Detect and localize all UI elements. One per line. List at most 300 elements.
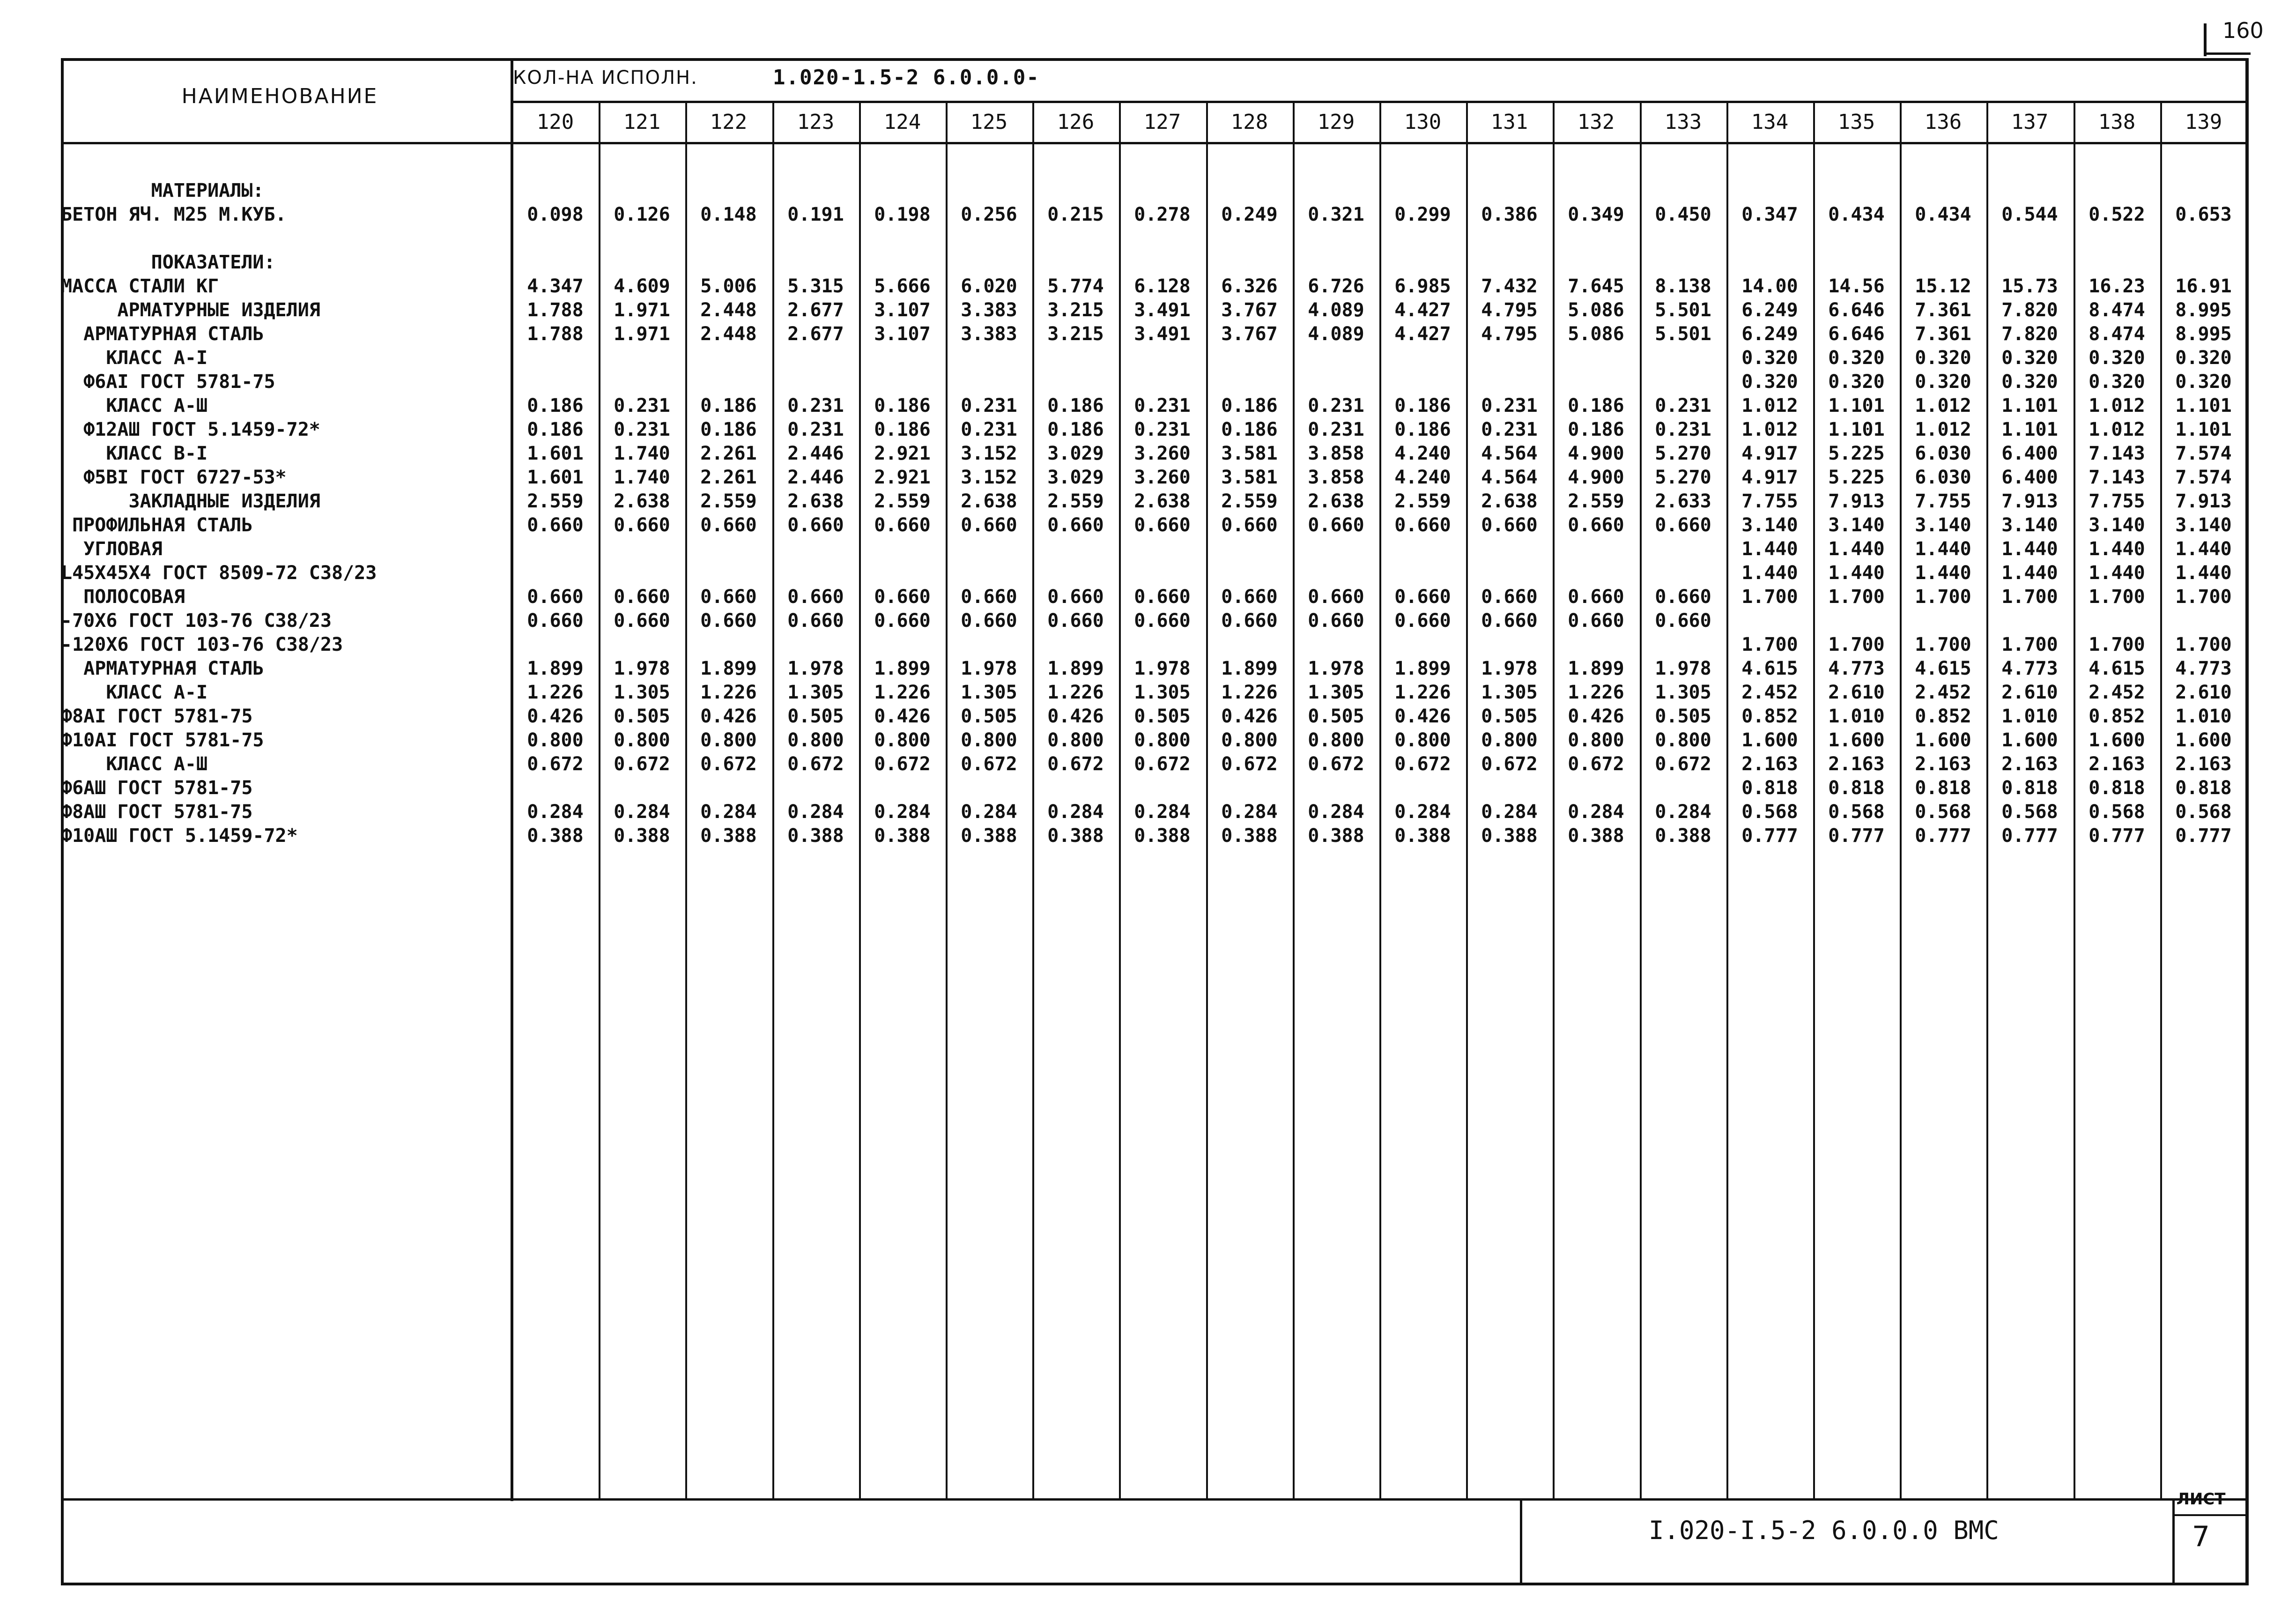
table-cell: 0.660: [874, 610, 931, 632]
table-cell: 0.660: [1047, 586, 1104, 608]
table-cell: 0.426: [1221, 706, 1278, 727]
table-cell: 1.305: [787, 682, 844, 703]
table-cell: 7.143: [2089, 443, 2145, 464]
table-cell: 7.913: [1828, 491, 1885, 512]
column-header: 128: [1230, 110, 1268, 134]
table-cell: 0.284: [1568, 801, 1624, 823]
table-cell: 0.852: [2089, 706, 2145, 727]
table-cell: 0.672: [614, 753, 670, 775]
column-header: 139: [2185, 110, 2222, 134]
table-cell: 4.089: [1308, 299, 1364, 321]
table-cell: 0.388: [874, 825, 931, 847]
table-cell: 0.672: [787, 753, 844, 775]
table-cell: 6.400: [2001, 467, 2058, 488]
table-cell: 4.773: [2175, 658, 2232, 679]
table-cell: 0.660: [1394, 586, 1451, 608]
table-cell: 0.256: [961, 204, 1017, 225]
table-cell: 7.755: [1741, 491, 1798, 512]
table-cell: 2.638: [1308, 491, 1364, 512]
table-cell: 0.672: [1394, 753, 1451, 775]
table-cell: 0.198: [874, 204, 931, 225]
table-cell: 0.800: [1308, 729, 1364, 751]
table-cell: 0.505: [961, 706, 1017, 727]
table-cell: 3.383: [961, 323, 1017, 345]
table-cell: 2.446: [787, 443, 844, 464]
row-label: Ф6АШ ГОСТ 5781-75: [61, 777, 253, 799]
table-cell: 1.700: [2175, 634, 2232, 655]
table-cell: 1.700: [2001, 634, 2058, 655]
table-cell: 5.315: [787, 275, 844, 297]
table-cell: 0.231: [1655, 395, 1711, 416]
table-cell: 3.140: [1828, 514, 1885, 536]
table-cell: 0.284: [700, 801, 757, 823]
table-cell: 0.388: [1655, 825, 1711, 847]
column-header: 122: [710, 110, 748, 134]
table-cell: 3.383: [961, 299, 1017, 321]
table-cell: 1.700: [2001, 586, 2058, 608]
table-cell: 0.660: [1047, 514, 1104, 536]
row-label: КЛАСС В-I: [61, 443, 208, 464]
table-cell: 7.361: [1915, 299, 1971, 321]
table-cell: 1.010: [1828, 706, 1885, 727]
table-cell: 4.347: [527, 275, 584, 297]
table-cell: 0.186: [874, 395, 931, 416]
table-cell: 0.231: [787, 419, 844, 440]
table-cell: 0.660: [1568, 586, 1624, 608]
table-cell: 1.305: [1481, 682, 1538, 703]
table-cell: 0.777: [2175, 825, 2232, 847]
table-cell: 0.284: [1394, 801, 1451, 823]
table-cell: 5.501: [1655, 323, 1711, 345]
table-cell: 0.544: [2001, 204, 2058, 225]
table-cell: 7.574: [2175, 467, 2232, 488]
table-cell: 0.505: [1655, 706, 1711, 727]
table-cell: 7.755: [1915, 491, 1971, 512]
table-cell: 6.249: [1741, 299, 1798, 321]
table-cell: 0.284: [1481, 801, 1538, 823]
table-cell: 0.568: [1741, 801, 1798, 823]
table-cell: 0.284: [1655, 801, 1711, 823]
table-cell: 0.660: [1568, 514, 1624, 536]
table-cell: 2.921: [874, 443, 931, 464]
table-cell: 2.610: [2001, 682, 2058, 703]
table-cell: 0.672: [1134, 753, 1191, 775]
table-cell: 1.601: [527, 443, 584, 464]
table-cell: 0.660: [614, 586, 670, 608]
table-cell: 0.660: [1134, 514, 1191, 536]
table-cell: 0.800: [1655, 729, 1711, 751]
table-cell: 0.321: [1308, 204, 1364, 225]
table-cell: 0.320: [1828, 347, 1885, 369]
table-cell: 0.672: [874, 753, 931, 775]
table-cell: 0.388: [1308, 825, 1364, 847]
table-cell: 3.858: [1308, 467, 1364, 488]
table-cell: 2.638: [787, 491, 844, 512]
table-cell: 0.349: [1568, 204, 1624, 225]
table-cell: 1.600: [2089, 729, 2145, 751]
table-cell: 1.740: [614, 443, 670, 464]
table-cell: 0.426: [700, 706, 757, 727]
table-cell: 6.030: [1915, 443, 1971, 464]
table-cell: 7.432: [1481, 275, 1538, 297]
table-cell: 0.186: [1394, 395, 1451, 416]
table-cell: 1.226: [527, 682, 584, 703]
table-cell: 0.186: [1047, 419, 1104, 440]
table-cell: 3.581: [1221, 443, 1278, 464]
table-cell: 1.012: [1915, 419, 1971, 440]
table-cell: 0.284: [614, 801, 670, 823]
table-cell: 4.240: [1394, 467, 1451, 488]
table-cell: 1.700: [1741, 586, 1798, 608]
table-cell: 1.600: [1741, 729, 1798, 751]
table-cell: 3.152: [961, 467, 1017, 488]
table-cell: 2.163: [1828, 753, 1885, 775]
table-cell: 1.305: [614, 682, 670, 703]
table-cell: 0.191: [787, 204, 844, 225]
table-cell: 0.284: [1134, 801, 1191, 823]
table-cell: 1.101: [1828, 419, 1885, 440]
table-cell: 3.491: [1134, 323, 1191, 345]
table-cell: 3.107: [874, 299, 931, 321]
table-cell: 0.660: [1394, 514, 1451, 536]
column-header: 133: [1664, 110, 1702, 134]
table-cell: 0.388: [1394, 825, 1451, 847]
table-cell: 5.086: [1568, 299, 1624, 321]
table-cell: 7.361: [1915, 323, 1971, 345]
table-cell: 0.777: [1741, 825, 1798, 847]
table-cell: 1.899: [700, 658, 757, 679]
table-cell: 0.186: [1394, 419, 1451, 440]
table-cell: 0.568: [2089, 801, 2145, 823]
table-cell: 0.800: [874, 729, 931, 751]
table-cell: 0.426: [874, 706, 931, 727]
table-cell: 1.440: [1828, 562, 1885, 584]
table-cell: 0.660: [1221, 610, 1278, 632]
table-cell: 0.388: [1568, 825, 1624, 847]
table-cell: 0.800: [1568, 729, 1624, 751]
table-cell: 1.440: [1915, 562, 1971, 584]
table-cell: 6.020: [961, 275, 1017, 297]
table-cell: 0.320: [1741, 371, 1798, 393]
table-cell: 0.505: [787, 706, 844, 727]
table-cell: 1.899: [874, 658, 931, 679]
table-cell: 0.800: [614, 729, 670, 751]
table-cell: 0.148: [700, 204, 757, 225]
table-cell: 0.660: [527, 586, 584, 608]
table-cell: 4.089: [1308, 323, 1364, 345]
table-cell: 0.426: [1047, 706, 1104, 727]
row-label: АРМАТУРНАЯ СТАЛЬ: [61, 323, 264, 345]
row-label: ПРОФИЛЬНАЯ СТАЛЬ: [61, 514, 253, 536]
table-cell: 4.427: [1394, 323, 1451, 345]
column-header: 134: [1751, 110, 1789, 134]
row-label: КЛАСС А-I: [61, 682, 208, 703]
table-cell: 0.231: [1481, 419, 1538, 440]
table-cell: 3.152: [961, 443, 1017, 464]
table-cell: 3.767: [1221, 299, 1278, 321]
table-cell: 0.388: [1047, 825, 1104, 847]
table-cell: 1.700: [2089, 634, 2145, 655]
table-cell: 7.820: [2001, 323, 2058, 345]
table-cell: 0.660: [700, 586, 757, 608]
table-cell: 4.917: [1741, 467, 1798, 488]
table-cell: 0.388: [527, 825, 584, 847]
table-cell: 1.101: [2175, 395, 2232, 416]
table-cell: 1.700: [2175, 586, 2232, 608]
table-cell: 0.800: [1047, 729, 1104, 751]
table-cell: 0.672: [1047, 753, 1104, 775]
column-header: 121: [623, 110, 661, 134]
table-cell: 0.388: [1134, 825, 1191, 847]
table-cell: 0.320: [2001, 347, 2058, 369]
table-cell: 2.448: [700, 323, 757, 345]
table-cell: 0.186: [700, 395, 757, 416]
table-cell: 3.581: [1221, 467, 1278, 488]
table-cell: 0.388: [700, 825, 757, 847]
table-cell: 0.434: [1828, 204, 1885, 225]
table-cell: 2.452: [1915, 682, 1971, 703]
table-cell: 4.900: [1568, 443, 1624, 464]
table-cell: 15.73: [2001, 275, 2058, 297]
table-cell: 1.440: [1915, 538, 1971, 560]
table-cell: 5.270: [1655, 443, 1711, 464]
table-cell: 0.186: [700, 419, 757, 440]
table-cell: 1.978: [1308, 658, 1364, 679]
table-cell: 2.559: [700, 491, 757, 512]
table-cell: 0.231: [614, 419, 670, 440]
table-cell: 0.660: [1481, 610, 1538, 632]
table-cell: 4.615: [1915, 658, 1971, 679]
table-cell: 3.107: [874, 323, 931, 345]
column-header: 131: [1490, 110, 1528, 134]
table-cell: 0.320: [1828, 371, 1885, 393]
table-cell: 1.899: [527, 658, 584, 679]
table-cell: 2.163: [2089, 753, 2145, 775]
table-cell: 4.795: [1481, 299, 1538, 321]
stamp-sheet-number: 7: [2192, 1520, 2210, 1553]
table-cell: 3.029: [1047, 443, 1104, 464]
table-cell: 0.660: [1394, 610, 1451, 632]
table-cell: 3.858: [1308, 443, 1364, 464]
table-cell: 0.777: [1828, 825, 1885, 847]
document-code: 1.020-1.5-2 6.0.0.0-: [773, 66, 1040, 89]
table-cell: 6.326: [1221, 275, 1278, 297]
table-cell: 1.440: [2001, 562, 2058, 584]
table-cell: 0.660: [787, 514, 844, 536]
row-label: Ф8АI ГОСТ 5781-75: [61, 706, 253, 727]
column-header: 130: [1404, 110, 1442, 134]
table-cell: 0.672: [1221, 753, 1278, 775]
stamp-sheet-label: ЛИСТ: [2176, 1490, 2226, 1509]
table-cell: 0.284: [787, 801, 844, 823]
table-cell: 4.564: [1481, 467, 1538, 488]
row-label: КЛАСС А-Ш: [61, 753, 208, 775]
table-cell: 2.452: [1741, 682, 1798, 703]
table-cell: 1.601: [527, 467, 584, 488]
row-label: Ф8АШ ГОСТ 5781-75: [61, 801, 253, 823]
table-cell: 2.452: [2089, 682, 2145, 703]
table-cell: 0.388: [1221, 825, 1278, 847]
column-header: 124: [883, 110, 921, 134]
table-cell: 4.917: [1741, 443, 1798, 464]
table-cell: 1.978: [1134, 658, 1191, 679]
table-cell: 16.91: [2175, 275, 2232, 297]
table-cell: 1.740: [614, 467, 670, 488]
table-cell: 1.440: [2175, 538, 2232, 560]
table-cell: 0.284: [1047, 801, 1104, 823]
column-header: 120: [536, 110, 574, 134]
table-cell: 0.818: [2175, 777, 2232, 799]
table-cell: 3.767: [1221, 323, 1278, 345]
table-cell: 6.249: [1741, 323, 1798, 345]
table-cell: 2.638: [1134, 491, 1191, 512]
table-cell: 0.186: [527, 395, 584, 416]
table-cell: 0.660: [1308, 514, 1364, 536]
table-cell: 6.646: [1828, 299, 1885, 321]
table-cell: 14.00: [1741, 275, 1798, 297]
table-cell: 0.388: [1481, 825, 1538, 847]
table-cell: 0.818: [1915, 777, 1971, 799]
table-cell: 5.270: [1655, 467, 1711, 488]
table-cell: 0.660: [1481, 514, 1538, 536]
table-cell: 5.774: [1047, 275, 1104, 297]
table-cell: 0.231: [1134, 419, 1191, 440]
table-cell: 0.660: [961, 586, 1017, 608]
table-cell: 1.440: [2089, 538, 2145, 560]
table-cell: 0.320: [2175, 347, 2232, 369]
table-cell: 7.820: [2001, 299, 2058, 321]
table-cell: 0.231: [961, 395, 1017, 416]
table-cell: 5.225: [1828, 443, 1885, 464]
table-cell: 0.800: [527, 729, 584, 751]
table-cell: 0.299: [1394, 204, 1451, 225]
row-label: Ф6АI ГОСТ 5781-75: [61, 371, 275, 393]
table-cell: 0.231: [1308, 395, 1364, 416]
table-cell: 0.800: [787, 729, 844, 751]
table-cell: 1.600: [2001, 729, 2058, 751]
table-cell: 1.012: [2089, 395, 2145, 416]
table-cell: 1.978: [961, 658, 1017, 679]
table-cell: 1.899: [1047, 658, 1104, 679]
table-cell: 0.660: [1655, 514, 1711, 536]
table-cell: 5.666: [874, 275, 931, 297]
table-cell: 1.788: [527, 323, 584, 345]
table-cell: 6.646: [1828, 323, 1885, 345]
table-cell: 0.386: [1481, 204, 1538, 225]
table-cell: 1.226: [700, 682, 757, 703]
table-cell: 2.163: [1741, 753, 1798, 775]
table-cell: 1.700: [2089, 586, 2145, 608]
table-cell: 0.320: [2001, 371, 2058, 393]
table-cell: 0.653: [2175, 204, 2232, 225]
table-cell: 0.818: [2001, 777, 2058, 799]
table-cell: 2.638: [1481, 491, 1538, 512]
table-cell: 4.795: [1481, 323, 1538, 345]
table-cell: 0.505: [1134, 706, 1191, 727]
table-cell: 2.559: [527, 491, 584, 512]
table-cell: 0.186: [1221, 395, 1278, 416]
table-cell: 4.615: [2089, 658, 2145, 679]
table-cell: 0.777: [2001, 825, 2058, 847]
table-cell: 7.913: [2175, 491, 2232, 512]
table-cell: 0.231: [787, 395, 844, 416]
table-cell: 0.505: [1481, 706, 1538, 727]
table-cell: 0.800: [1481, 729, 1538, 751]
table-cell: 0.660: [961, 610, 1017, 632]
table-cell: 0.231: [614, 395, 670, 416]
table-cell: 2.638: [614, 491, 670, 512]
table-cell: 0.186: [874, 419, 931, 440]
table-cell: 0.660: [1655, 586, 1711, 608]
table-cell: 0.284: [527, 801, 584, 823]
table-cell: 0.660: [1047, 610, 1104, 632]
row-label: Ф10АШ ГОСТ 5.1459-72*: [61, 825, 298, 847]
table-cell: 2.677: [787, 299, 844, 321]
table-cell: 7.574: [2175, 443, 2232, 464]
row-label: -70Х6 ГОСТ 103-76 С38/23: [61, 610, 332, 632]
column-header: 138: [2098, 110, 2136, 134]
sheet-number: 160: [2222, 18, 2264, 43]
table-cell: 1.226: [1221, 682, 1278, 703]
table-cell: 8.474: [2089, 299, 2145, 321]
table-cell: 1.600: [1915, 729, 1971, 751]
column-header: 126: [1057, 110, 1095, 134]
table-cell: 1.226: [1568, 682, 1624, 703]
table-cell: 0.231: [1308, 419, 1364, 440]
table-cell: 0.660: [1655, 610, 1711, 632]
table-cell: 0.660: [1568, 610, 1624, 632]
table-cell: 1.305: [1655, 682, 1711, 703]
table-cell: 0.800: [1221, 729, 1278, 751]
row-label: БЕТОН ЯЧ. М25 М.КУБ.: [61, 204, 287, 225]
table-cell: 3.215: [1047, 299, 1104, 321]
table-cell: 0.672: [527, 753, 584, 775]
table-cell: 1.305: [1308, 682, 1364, 703]
table-cell: 14.56: [1828, 275, 1885, 297]
table-cell: 5.225: [1828, 467, 1885, 488]
table-cell: 0.660: [874, 514, 931, 536]
table-cell: 0.672: [1481, 753, 1538, 775]
table-cell: 4.900: [1568, 467, 1624, 488]
row-label: УГЛОВАЯ: [61, 538, 163, 560]
table-cell: 0.388: [787, 825, 844, 847]
table-cell: 1.600: [1828, 729, 1885, 751]
table-cell: 0.660: [700, 514, 757, 536]
table-cell: 0.505: [614, 706, 670, 727]
table-cell: 0.126: [614, 204, 670, 225]
table-cell: 3.140: [2089, 514, 2145, 536]
table-cell: 1.700: [1915, 634, 1971, 655]
table-cell: 3.140: [1741, 514, 1798, 536]
table-cell: 0.098: [527, 204, 584, 225]
row-label: Ф5ВI ГОСТ 6727-53*: [61, 467, 287, 488]
table-cell: 1.101: [2001, 419, 2058, 440]
table-cell: 3.260: [1134, 443, 1191, 464]
table-cell: 0.660: [614, 514, 670, 536]
table-cell: 4.564: [1481, 443, 1538, 464]
table-cell: 3.140: [2175, 514, 2232, 536]
table-cell: 1.226: [874, 682, 931, 703]
row-label: АРМАТУРНЫЕ ИЗДЕЛИЯ: [61, 299, 320, 321]
table-cell: 0.660: [787, 610, 844, 632]
table-cell: 1.899: [1221, 658, 1278, 679]
table-cell: 0.284: [874, 801, 931, 823]
table-cell: 0.278: [1134, 204, 1191, 225]
table-cell: 0.249: [1221, 204, 1278, 225]
table-cell: 4.609: [614, 275, 670, 297]
table-cell: 4.240: [1394, 443, 1451, 464]
table-cell: 0.568: [1828, 801, 1885, 823]
